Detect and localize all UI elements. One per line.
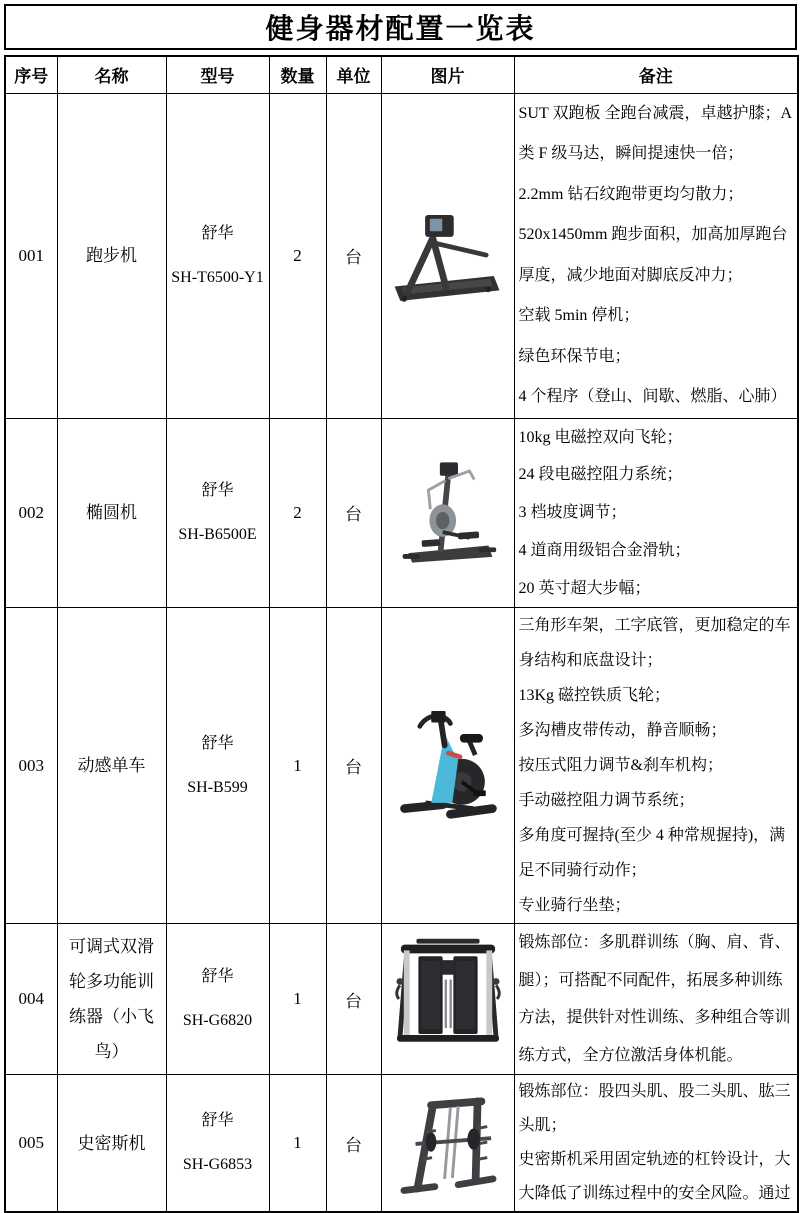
column-header-0: 序号 bbox=[5, 56, 57, 93]
table-row bbox=[5, 93, 798, 418]
remark-line: 24 段电磁控阻力系统； bbox=[518, 466, 683, 484]
cell-unit: 台 bbox=[326, 608, 381, 924]
spin-bike-image bbox=[393, 757, 503, 774]
cell-quantity: 1 bbox=[269, 924, 326, 1075]
cell-equipment-name: 椭圆机 bbox=[57, 418, 166, 608]
brand-text: 舒华 bbox=[201, 734, 234, 752]
cell-serial-number: 005 bbox=[5, 1075, 57, 1213]
cell-remarks bbox=[514, 1075, 798, 1213]
remark-line: 史密斯机采用固定轨迹的杠铃设计，大大降低了训练过程中的安全风险。通过 bbox=[518, 1151, 791, 1203]
model-number-text: SH-B6500E bbox=[178, 525, 257, 543]
column-header-3: 数量 bbox=[269, 56, 326, 93]
cell-unit: 台 bbox=[326, 93, 381, 418]
table-header bbox=[5, 56, 798, 93]
smith-machine-image bbox=[392, 1134, 504, 1151]
cell-remarks bbox=[514, 418, 798, 608]
cell-model bbox=[166, 93, 269, 418]
page-title: 健身器材配置一览表 bbox=[4, 4, 797, 50]
column-header-2: 型号 bbox=[166, 56, 269, 93]
treadmill-image bbox=[389, 246, 507, 263]
cell-model bbox=[166, 1075, 269, 1213]
functional-trainer-image bbox=[387, 990, 509, 1007]
remark-line: 锻炼部位：股四头肌、股二头肌、肱三头肌； bbox=[518, 1083, 791, 1135]
cell-equipment-name: 可调式双滑轮多功能训练器（小飞鸟） bbox=[57, 924, 166, 1075]
remark-line: 绿色环保节电； bbox=[518, 347, 631, 365]
remark-line: SUT 双跑板 全跑台减震，卓越护膝；A 类 F 级马达，瞬间提速快一倍； bbox=[518, 104, 792, 162]
remark-line: 2.2mm 钻石纹跑带更均匀散力； bbox=[518, 185, 744, 203]
remark-line: 20 英寸超大步幅； bbox=[518, 579, 651, 597]
column-header-5: 图片 bbox=[381, 56, 514, 93]
cell-equipment-name: 跑步机 bbox=[57, 93, 166, 418]
remark-line: 3 档坡度调节； bbox=[518, 504, 627, 522]
cell-quantity: 2 bbox=[269, 418, 326, 608]
cell-image bbox=[381, 924, 514, 1075]
table-row bbox=[5, 924, 798, 1075]
remark-line: 专业骑行坐垫； bbox=[518, 897, 631, 915]
model-number-text: SH-G6820 bbox=[182, 1012, 253, 1030]
remark-line: 4 道商用级铝合金滑轨； bbox=[518, 541, 691, 559]
cell-unit: 台 bbox=[326, 1075, 381, 1213]
remark-line: 空载 5min 停机； bbox=[518, 307, 640, 324]
cell-serial-number: 003 bbox=[5, 608, 57, 924]
cell-model bbox=[166, 418, 269, 608]
table-body bbox=[5, 93, 798, 1212]
equipment-table bbox=[4, 55, 799, 1213]
brand-text: 舒华 bbox=[201, 481, 234, 499]
cell-serial-number: 004 bbox=[5, 924, 57, 1075]
cell-serial-number: 001 bbox=[5, 93, 57, 418]
table-row bbox=[5, 608, 798, 924]
brand-text: 舒华 bbox=[201, 1112, 234, 1130]
remark-line: 10kg 电磁控双向飞轮； bbox=[518, 428, 683, 446]
cell-quantity: 2 bbox=[269, 93, 326, 418]
remark-line: 4 个程序（登山、间歇、燃脂、心肺） bbox=[518, 388, 787, 405]
column-header-4: 单位 bbox=[326, 56, 381, 93]
column-header-6: 备注 bbox=[514, 56, 798, 93]
table-row bbox=[5, 1075, 798, 1213]
elliptical-image bbox=[395, 504, 500, 521]
model-number-text: SH-B599 bbox=[187, 778, 248, 796]
cell-serial-number: 002 bbox=[5, 418, 57, 608]
model-number-text: SH-G6853 bbox=[182, 1156, 253, 1174]
remark-line: 多沟槽皮带传动，静音顺畅； bbox=[518, 722, 727, 740]
remark-line: 13Kg 磁控铁质飞轮； bbox=[518, 687, 671, 705]
cell-image bbox=[381, 418, 514, 608]
header-row bbox=[5, 56, 798, 93]
cell-model bbox=[166, 608, 269, 924]
column-header-1: 名称 bbox=[57, 56, 166, 93]
cell-image bbox=[381, 1075, 514, 1213]
cell-remarks bbox=[514, 608, 798, 924]
cell-remarks bbox=[514, 93, 798, 418]
remark-line: 锻炼部位：多肌群训练（胸、肩、背、腿）；可搭配不同配件，拓展多种训练方法，提供针对性训练、多种组合等训练方式，全方位激活身体机能。 bbox=[518, 934, 791, 1064]
brand-text: 舒华 bbox=[201, 968, 234, 986]
brand-text: 舒华 bbox=[201, 224, 234, 242]
remark-line: 手动磁控阻力调节系统； bbox=[518, 792, 695, 810]
remark-line: 按压式阻力调节&刹车机构； bbox=[518, 757, 723, 775]
cell-unit: 台 bbox=[326, 418, 381, 608]
cell-unit: 台 bbox=[326, 924, 381, 1075]
remark-line: 多角度可握持(至少 4 种常规握持)，满足不同骑行动作； bbox=[518, 827, 786, 880]
cell-remarks bbox=[514, 924, 798, 1075]
cell-quantity: 1 bbox=[269, 1075, 326, 1213]
model-number-text: SH-T6500-Y1 bbox=[171, 268, 264, 286]
cell-quantity: 1 bbox=[269, 608, 326, 924]
cell-equipment-name: 史密斯机 bbox=[57, 1075, 166, 1213]
remark-line: 三角形车架，工字底管，更加稳定的车身结构和底盘设计； bbox=[518, 617, 791, 670]
cell-equipment-name: 动感单车 bbox=[57, 608, 166, 924]
table-row bbox=[5, 418, 798, 608]
remark-line: 520x1450mm 跑步面积，加高加厚跑台厚度，减少地面对脚底反冲力； bbox=[518, 226, 788, 284]
cell-image bbox=[381, 93, 514, 418]
cell-image bbox=[381, 608, 514, 924]
cell-model bbox=[166, 924, 269, 1075]
